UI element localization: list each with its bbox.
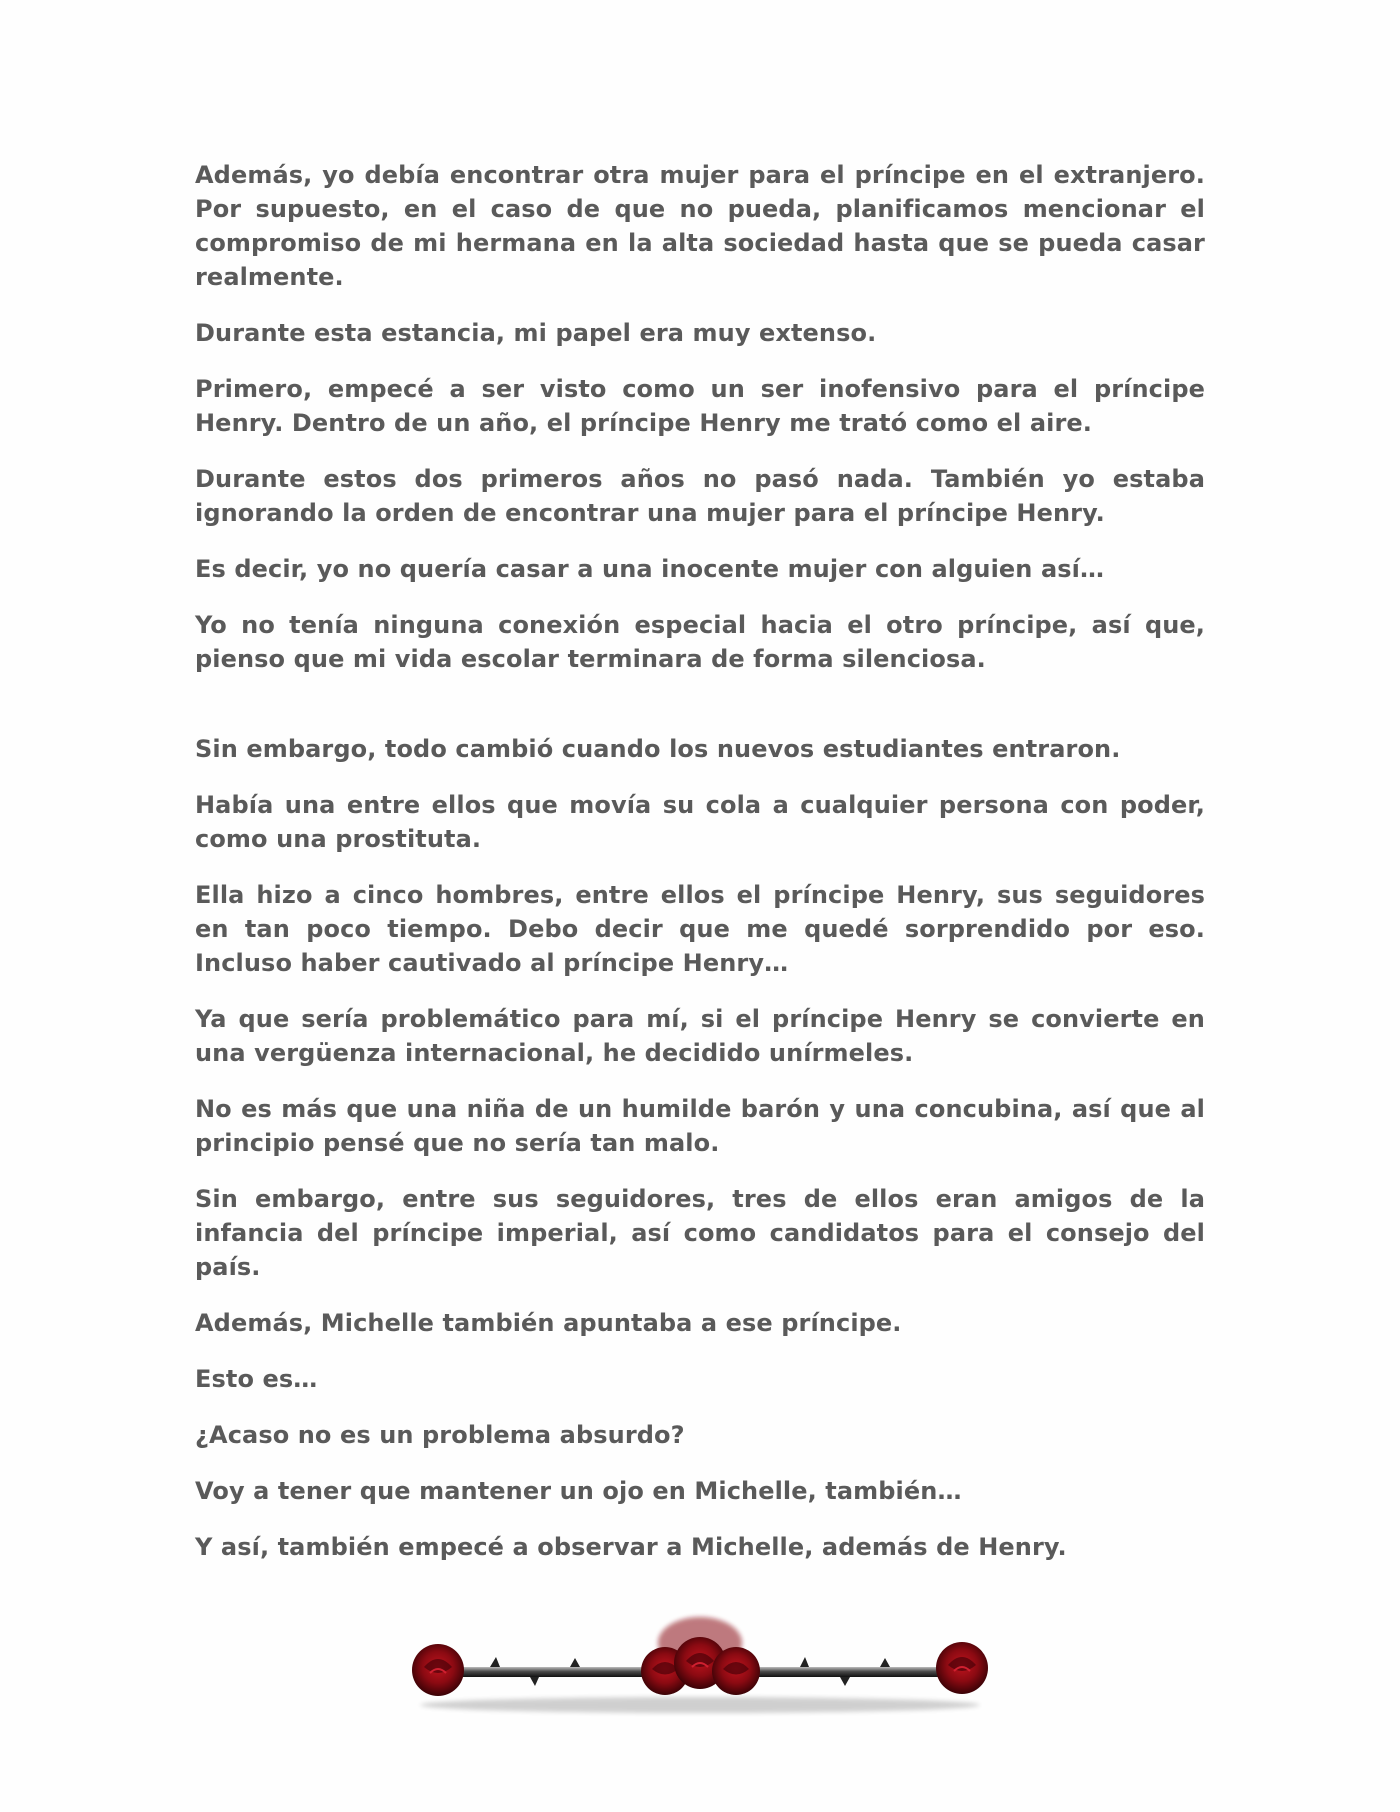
paragraph: Y así, también empecé a observar a Michelle, además de Henry. bbox=[195, 1533, 1067, 1561]
rose-divider-icon bbox=[400, 1605, 1000, 1725]
paragraph: Ya que sería problemático para mí, si el príncipe Henry se convierte en una vergüenza internacional, he decidido unírmeles. bbox=[195, 1005, 1205, 1067]
paragraph: Voy a tener que mantener un ojo en Michelle, también… bbox=[195, 1477, 962, 1505]
paragraph: Es decir, yo no quería casar a una inocente mujer con alguien así… bbox=[195, 555, 1105, 583]
paragraph: Sin embargo, entre sus seguidores, tres de ellos eran amigos de la infancia del príncipe imperial, así como candidatos para el consejo del país. bbox=[195, 1185, 1205, 1281]
paragraph: Sin embargo, todo cambió cuando los nuevos estudiantes entraron. bbox=[195, 735, 1121, 763]
body-text bbox=[195, 158, 1205, 1586]
paragraph: Había una entre ellos que movía su cola a cualquier persona con poder, como una prostituta. bbox=[195, 791, 1205, 853]
paragraph: Durante estos dos primeros años no pasó nada. También yo estaba ignorando la orden de encontrar una mujer para el príncipe Henry. bbox=[195, 465, 1205, 527]
paragraph: Yo no tenía ninguna conexión especial hacia el otro príncipe, así que, pienso que mi vida escolar terminara de forma silenciosa. bbox=[195, 611, 1205, 673]
paragraph: Esto es… bbox=[195, 1365, 318, 1393]
paragraph: No es más que una niña de un humilde barón y una concubina, así que al principio pensé que no sería tan malo. bbox=[195, 1095, 1205, 1157]
paragraph: Durante esta estancia, mi papel era muy extenso. bbox=[195, 319, 877, 347]
paragraph: Ella hizo a cinco hombres, entre ellos el príncipe Henry, sus seguidores en tan poco tiempo. Debo decir que me quedé sorprendido por eso. Incluso haber cautivado al príncipe Henry… bbox=[195, 881, 1205, 977]
paragraph: Primero, empecé a ser visto como un ser inofensivo para el príncipe Henry. Dentro de un año, el príncipe Henry me trató como el aire. bbox=[195, 375, 1205, 437]
paragraph: Además, Michelle también apuntaba a ese príncipe. bbox=[195, 1309, 902, 1337]
paragraph: ¿Acaso no es un problema absurdo? bbox=[195, 1421, 685, 1449]
paragraph: Además, yo debía encontrar otra mujer para el príncipe en el extranjero. Por supuesto, en el caso de que no pueda, planificamos mencionar el compromiso de mi hermana en la alta sociedad hasta que se pueda casar realmente. bbox=[195, 161, 1205, 291]
